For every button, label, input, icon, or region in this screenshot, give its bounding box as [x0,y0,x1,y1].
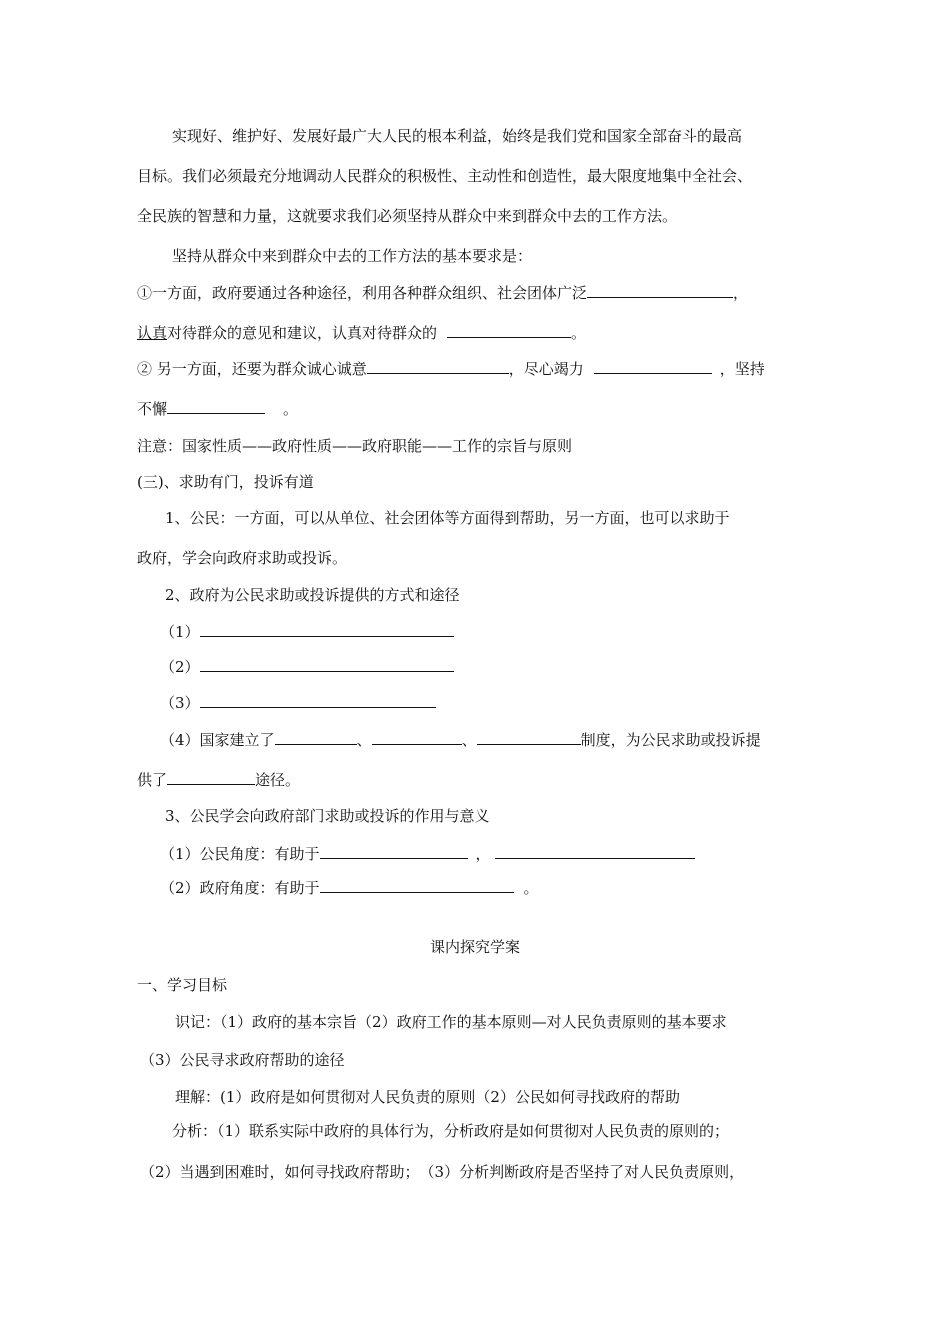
method-point-2-mid: ，尽心竭力 [508,360,584,378]
remember-line-2: （3）公民寻求政府帮助的途径 [140,1051,345,1069]
method-point-2 [137,359,765,379]
fill-blank[interactable] [372,730,462,745]
method-point-1-text: ①一方面，政府要通过各种途径，利用各种群众组织、社会团体广泛 [137,284,588,302]
underlined-word: 认真 [137,324,168,342]
fill-blank[interactable] [320,844,468,859]
item-3-sub-1 [160,844,695,864]
fill-blank[interactable] [477,730,581,745]
intro-line-1: 实现好、维护好、发展好最广大人民的根本利益，始终是我们党和国家全部奋斗的最高 [172,127,743,145]
fill-blank[interactable] [200,693,436,708]
item-3-sub-2 [160,878,539,898]
punctuation: 。 [283,400,299,418]
analyze-line-1: 分析：（1）联系实际中政府的具体行为，分析政府是如何贯彻对人民负责的原则的； [172,1122,730,1140]
fill-blank[interactable] [275,730,357,745]
fill-blank[interactable] [200,657,454,672]
sub-4-text: （4）国家建立了 [160,731,275,749]
method-point-2-end: ，坚持 [719,360,765,378]
section-3-title: (三)、求助有门，投诉有道 [137,473,314,491]
note: 注意：国家性质——政府性质——政府职能——工作的宗旨与原则 [137,437,573,455]
method-point-1-cont-text: 对待群众的意见和建议，认真对待群众的 [167,324,438,342]
remember-line-1: 识记：（1）政府的基本宗旨（2）政府工作的基本原则—对人民负责原则的基本要求 [175,1013,727,1031]
method-point-2-cont [137,399,298,419]
study-plan-title: 课内探究学案 [429,938,520,956]
sub-label: （3） [160,694,200,712]
analyze-line-2: （2）当遇到困难时，如何寻找政府帮助； （3）分析判断政府是否坚持了对人民负责原则， [140,1163,745,1181]
punctuation: 。 [523,879,539,897]
fill-blank[interactable] [200,622,454,637]
punctuation: 。 [571,324,587,342]
sub-1-text: （1）公民角度：有助于 [160,845,320,863]
intro-line-3: 全民族的智慧和力量，这就要求我们必须坚持从群众中来到群众中去的工作方法。 [137,207,678,225]
method-point-2-text: ② 另一方面，还要为群众诚心诚意 [137,360,367,378]
fill-blank[interactable] [167,399,265,414]
separator: 、 [461,731,477,749]
goals-heading: 一、学习目标 [137,976,228,994]
item-1-line-2: 政府，学会向政府求助或投诉。 [137,549,348,567]
sub-4-cont-start: 供了 [137,771,168,789]
fill-blank[interactable] [587,283,733,298]
method-point-2-cont-text: 不懈 [137,400,168,418]
item-2-heading: 2、政府为公民求助或投诉提供的方式和途径 [165,586,460,604]
sub-2-text: （2）政府角度：有助于 [160,879,320,897]
understand-line: 理解：(1）政府是如何贯彻对人民负责的原则（2）公民如何寻找政府的帮助 [175,1088,680,1106]
sub-label: （2） [160,658,200,676]
sub-label: （1） [160,623,200,641]
method-point-1 [137,283,748,303]
intro-line-2: 目标。我们必须最充分地调动人民群众的积极性、主动性和创造性，最大限度地集中全社会、 [137,167,753,185]
sub-4-end: 制度，为公民求助或投诉提 [580,731,761,749]
fill-blank[interactable] [495,844,695,859]
separator: 、 [356,731,372,749]
item-2-sub-4 [160,730,761,750]
sub-4-cont-end: 途径。 [255,771,301,789]
fill-blank[interactable] [594,359,712,374]
item-2-sub-3 [160,693,436,713]
fill-blank[interactable] [167,770,255,785]
item-2-sub-2 [160,657,454,677]
item-3-heading: 3、公民学会向政府部门求助或投诉的作用与意义 [165,807,490,825]
fill-blank[interactable] [447,323,571,338]
fill-blank[interactable] [367,359,509,374]
item-1-line-1: 1、公民：一方面，可以从单位、社会团体等方面得到帮助，另一方面，也可以求助于 [165,509,730,527]
item-2-sub-4-cont [137,770,300,790]
method-point-1-cont [137,323,586,343]
item-2-sub-1 [160,622,454,642]
method-heading: 坚持从群众中来到群众中去的工作方法的基本要求是： [172,247,533,265]
fill-blank[interactable] [320,878,514,893]
punctuation: ， [733,284,749,302]
separator: ， [475,845,491,863]
